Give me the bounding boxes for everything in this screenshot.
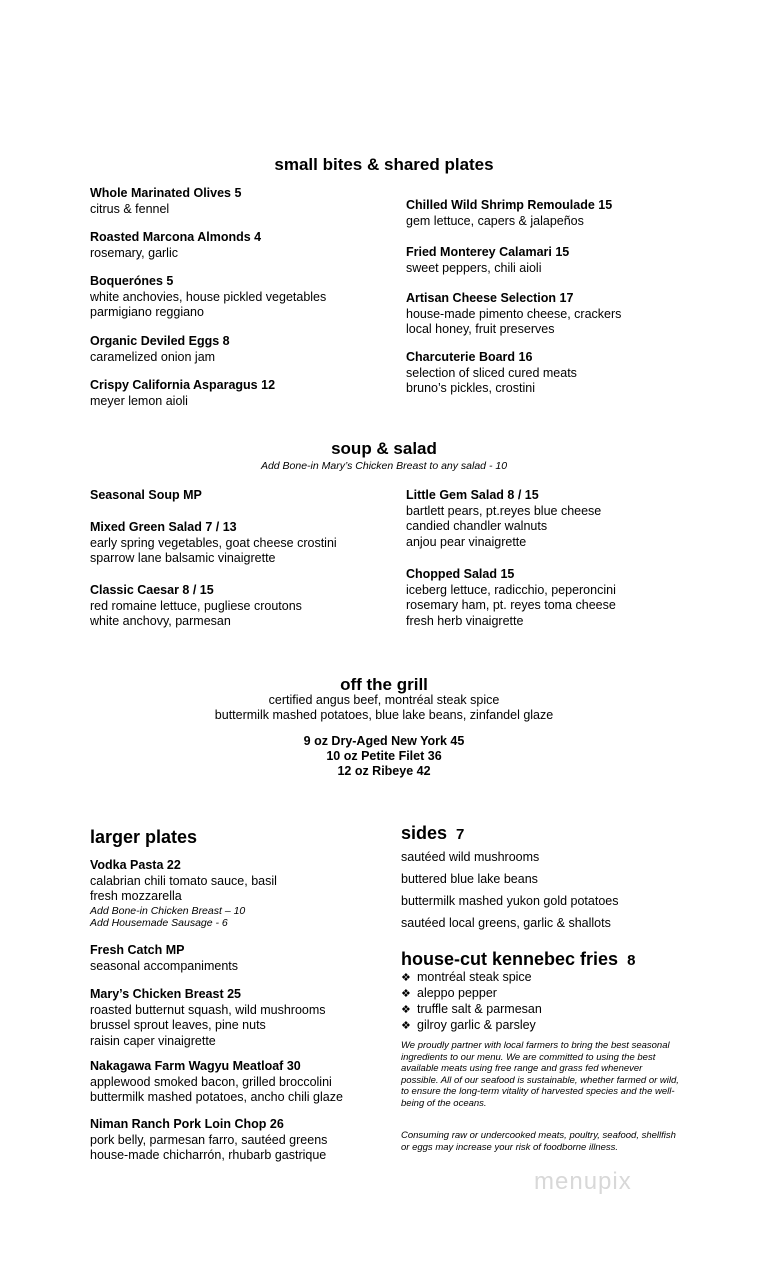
item-desc: bartlett pears, pt.reyes blue cheese: [406, 503, 602, 518]
item-name: Artisan Cheese Selection 17: [406, 291, 574, 305]
item-desc: fresh herb vinaigrette: [406, 613, 524, 628]
menu-item: [406, 350, 577, 397]
menu-item: [90, 488, 202, 504]
fries-option: [401, 986, 542, 1002]
item-desc: rosemary ham, pt. reyes toma cheese: [406, 598, 616, 612]
item-desc: white anchovies, house pickled vegetables: [90, 289, 327, 304]
fries-option: [401, 1018, 542, 1034]
side-item: sautéed local greens, garlic & shallots: [401, 916, 611, 930]
fries-option: [401, 970, 542, 986]
fries-option-label: gilroy garlic & parsley: [417, 1018, 536, 1032]
item-name: Seasonal Soup MP: [90, 488, 202, 502]
item-desc: anjou pear vinaigrette: [406, 534, 527, 549]
grill-description: [0, 693, 768, 723]
item-name: Crispy California Asparagus 12: [90, 378, 276, 392]
item-desc: selection of sliced cured meats: [406, 365, 577, 380]
fries-title: house-cut kennebec fries: [401, 949, 619, 969]
item-name: Mary’s Chicken Breast 25: [90, 987, 242, 1001]
fries-option-label: aleppo pepper: [417, 986, 497, 1000]
grill-item: 12 oz Ribeye 42: [337, 764, 431, 778]
health-advisory: Consuming raw or undercooked meats, poultry, seafood, shellfish or eggs may increase your risk of foodborne illness.: [401, 1130, 676, 1153]
fries-list: [401, 970, 542, 1034]
sides-price: 7: [456, 826, 465, 843]
grill-items: [0, 734, 768, 779]
menu-item: [406, 245, 569, 276]
menu-item: [90, 987, 326, 1049]
item-name: Classic Caesar 8 / 15: [90, 583, 214, 597]
section-subtitle: Add Bone-in Mary’s Chicken Breast to any salad - 10: [260, 460, 508, 472]
item-name: Charcuterie Board 16: [406, 350, 533, 364]
section-title-larger-plates: larger plates: [90, 827, 198, 847]
grill-desc-line: certified angus beef, montréal steak spice: [268, 693, 500, 707]
item-desc: sparrow lane balsamic vinaigrette: [90, 551, 276, 565]
fries-option-label: montréal steak spice: [417, 970, 532, 984]
item-desc: citrus & fennel: [90, 201, 170, 216]
section-title-soup-salad: soup & salad: [331, 439, 437, 458]
fries-option: [401, 1002, 542, 1018]
item-name: Niman Ranch Pork Loin Chop 26: [90, 1117, 284, 1131]
item-name: Organic Deviled Eggs 8: [90, 334, 230, 348]
menu-item: [90, 1059, 343, 1106]
side-item: sautéed wild mushrooms: [401, 850, 540, 864]
item-desc: fresh mozzarella: [90, 889, 182, 903]
item-addon: Add Housemade Sausage - 6: [90, 917, 228, 929]
item-desc: early spring vegetables, goat cheese crostini: [90, 535, 337, 550]
item-desc: pork belly, parmesan farro, sautéed greens: [90, 1132, 328, 1147]
item-name: Fried Monterey Calamari 15: [406, 245, 570, 259]
item-name: Chilled Wild Shrimp Remoulade 15: [406, 198, 613, 212]
item-desc: calabrian chili tomato sauce, basil: [90, 873, 277, 888]
section-title-fries: [401, 949, 635, 970]
sides-title: sides: [401, 823, 448, 843]
side-item: buttermilk mashed yukon gold potatoes: [401, 894, 619, 908]
item-desc: white anchovy, parmesan: [90, 614, 231, 628]
item-desc: parmigiano reggiano: [90, 305, 204, 319]
diamond-bullet-icon: ❖: [401, 1004, 411, 1016]
item-desc: rosemary, garlic: [90, 245, 178, 260]
item-name: Chopped Salad 15: [406, 567, 515, 581]
menu-item: [90, 1117, 327, 1164]
menu-item: [90, 378, 275, 409]
menu-item: [90, 186, 241, 217]
grill-desc-line: buttermilk mashed potatoes, blue lake beans, zinfandel glaze: [214, 708, 554, 722]
item-name: Boquerónes 5: [90, 274, 174, 288]
side-item: buttered blue lake beans: [401, 872, 538, 886]
item-desc: house-made pimento cheese, crackers: [406, 306, 622, 321]
item-desc: sweet peppers, chili aioli: [406, 260, 542, 275]
diamond-bullet-icon: ❖: [401, 972, 411, 984]
menu-item: [90, 274, 326, 321]
item-desc: candied chandler walnuts: [406, 519, 548, 533]
item-desc: raisin caper vinaigrette: [90, 1033, 216, 1048]
item-desc: red romaine lettuce, pugliese croutons: [90, 598, 302, 613]
item-name: Roasted Marcona Almonds 4: [90, 230, 262, 244]
menu-item: [90, 520, 337, 567]
diamond-bullet-icon: ❖: [401, 988, 411, 1000]
item-desc: iceberg lettuce, radicchio, peperoncini: [406, 582, 616, 597]
item-desc: roasted butternut squash, wild mushrooms: [90, 1002, 326, 1017]
menu-item: [90, 230, 261, 261]
item-desc: seasonal accompaniments: [90, 958, 238, 973]
item-desc: house-made chicharrón, rhubarb gastrique: [90, 1148, 327, 1162]
item-desc: local honey, fruit preserves: [406, 322, 555, 336]
item-name: Nakagawa Farm Wagyu Meatloaf 30: [90, 1059, 301, 1073]
item-desc: gem lettuce, capers & jalapeños: [406, 213, 584, 228]
grill-item: 10 oz Petite Filet 36: [326, 749, 442, 763]
item-addon: Add Bone-in Chicken Breast – 10: [90, 904, 246, 917]
section-title-grill: off the grill: [340, 675, 428, 694]
menu-item: [90, 858, 277, 930]
item-desc: brussel sprout leaves, pine nuts: [90, 1018, 266, 1032]
diamond-bullet-icon: ❖: [401, 1020, 411, 1032]
menu-item: [406, 198, 612, 229]
menu-item: [406, 488, 601, 550]
item-name: Little Gem Salad 8 / 15: [406, 488, 539, 502]
item-desc: buttermilk mashed potatoes, ancho chili glaze: [90, 1090, 343, 1104]
menu-item: [90, 334, 230, 365]
item-name: Whole Marinated Olives 5: [90, 186, 242, 200]
item-name: Mixed Green Salad 7 / 13: [90, 520, 237, 534]
menu-item: [90, 583, 302, 630]
item-name: Fresh Catch MP: [90, 943, 185, 957]
menu-item: [406, 567, 616, 629]
section-title-sides: [401, 823, 464, 844]
menupix-watermark: menupix: [534, 1168, 632, 1195]
item-desc: caramelized onion jam: [90, 349, 216, 364]
menu-item: [90, 943, 238, 974]
grill-item: 9 oz Dry-Aged New York 45: [303, 734, 465, 748]
item-desc: meyer lemon aioli: [90, 393, 188, 408]
item-name: Vodka Pasta 22: [90, 858, 181, 872]
section-title-small-bites: small bites & shared plates: [274, 155, 494, 174]
sourcing-note: We proudly partner with local farmers to bring the best seasonal ingredients to our menu. We are committed to using the best available meats using free range and grass fed whenever possible. All of our seafood is sustainable, whether farmed or wild, to ensure the long-term vitality of harvested species and the well-being of the oceans.: [401, 1040, 679, 1109]
item-desc: bruno’s pickles, crostini: [406, 381, 535, 395]
fries-option-label: truffle salt & parmesan: [417, 1002, 542, 1016]
item-desc: applewood smoked bacon, grilled broccolini: [90, 1074, 332, 1089]
menu-item: [406, 291, 621, 338]
fries-price: 8: [627, 952, 636, 969]
